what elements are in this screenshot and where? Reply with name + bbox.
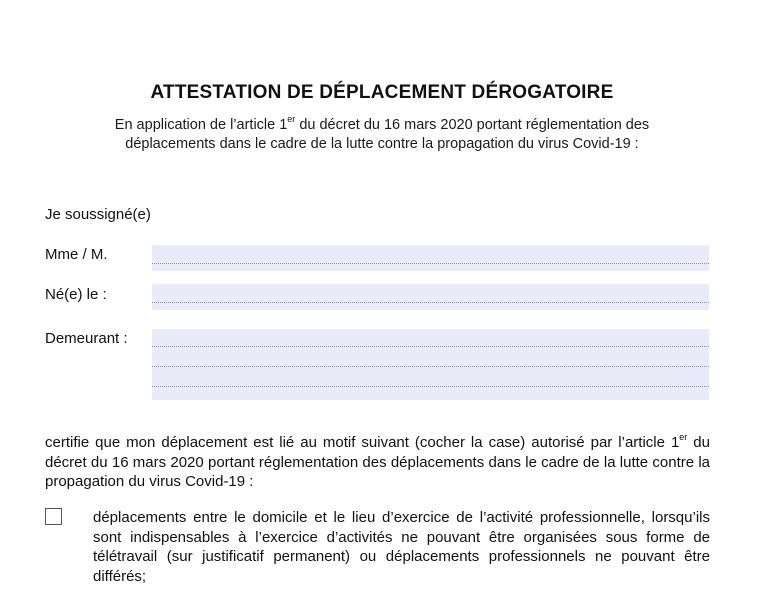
intro-text	[60, 116, 704, 154]
birth-label: Né(e) le :	[45, 286, 107, 303]
certify-paragraph: certifie que mon déplacement est lié au motif suivant (cocher la case) autorisé par l’article 1er du décret du 16 mars 2020 portant réglementation des déplacements dans le cadre de la lutte contre la propagation du virus Covid-19 :	[45, 432, 710, 490]
intro-line-2: déplacements dans le cadre de la lutte contre la propagation du virus Covid-19 :	[125, 136, 639, 152]
name-label: Mme / M.	[45, 246, 108, 263]
soussigne-label: Je soussigné(e)	[45, 206, 151, 223]
address-field[interactable]	[152, 329, 709, 400]
address-label: Demeurant :	[45, 330, 128, 347]
reason-checkbox-professional[interactable]	[45, 508, 62, 525]
name-field-dotted-line	[152, 263, 709, 264]
certify-superscript: er	[679, 432, 688, 442]
birth-field-dotted-line	[152, 302, 709, 303]
name-field[interactable]	[152, 245, 709, 271]
address-dotted-line-3	[152, 386, 709, 387]
address-dotted-line-2	[152, 366, 709, 367]
intro-line-1: En application de l’article 1er du décret du 16 mars 2020 portant réglementation des	[114, 114, 650, 133]
document-title: ATTESTATION DE DÉPLACEMENT DÉROGATOIRE	[150, 82, 614, 103]
reason-text-professional: déplacements entre le domicile et le lieu d’exercice de l’activité professionnelle, lorsqu’ils sont indispensables à l’exercice d’activités ne pouvant être organisées sous forme de télétravail (sur justificatif permanent) ou déplacements professionnels ne pouvant être différés;	[93, 509, 710, 585]
intro-superscript: er	[287, 114, 296, 125]
address-dotted-line-1	[152, 346, 709, 347]
birth-date-field[interactable]	[152, 284, 709, 310]
